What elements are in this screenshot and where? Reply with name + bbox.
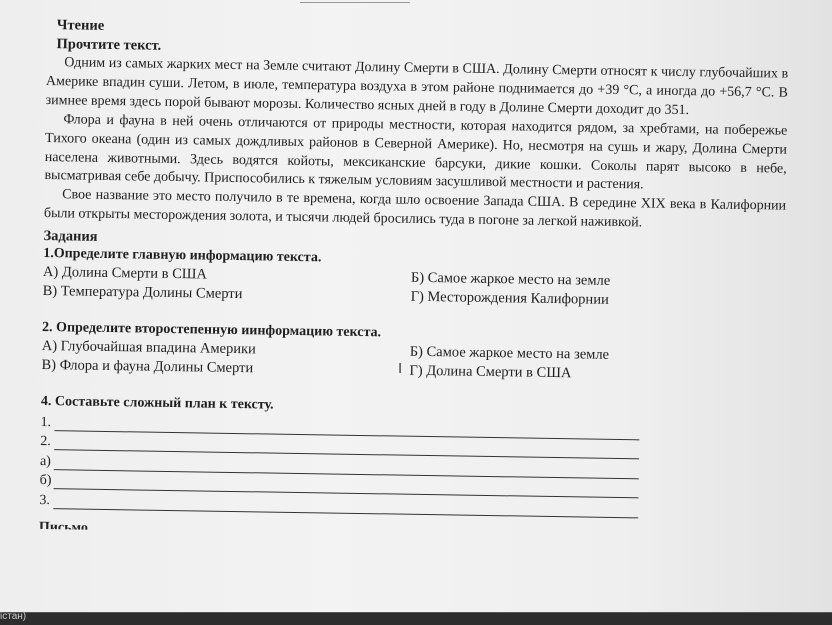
plan-line-label: б)	[39, 473, 52, 489]
q2-option-b: Б) Самое жаркое место на земле	[409, 343, 610, 364]
plan-line-label: 2.	[40, 434, 51, 450]
text-cursor-icon: I	[398, 360, 403, 377]
taskbar[interactable]	[0, 612, 832, 625]
q1-option-d: Г) Месторождения Калифорнии	[410, 288, 609, 309]
question-1: 1.Определите главную информацию текста.	[43, 246, 322, 266]
tasks-heading: Задания	[43, 228, 98, 245]
top-divider	[300, 2, 410, 3]
answer-underline	[53, 494, 638, 518]
plan-line-label: а)	[39, 453, 52, 469]
question-4: 4. Составьте сложный план к тексту.	[40, 394, 274, 413]
plan-line-label: 1.	[40, 414, 52, 430]
next-section-title: Письмо	[38, 519, 89, 536]
paragraph-3: Свое название это место получило в те времена, когда шло освоение Запада США. В середине XIX века в Калифорнии были открыты месторождения золота, и тысячи людей бросились туда в погоне за легкой наживкой.	[43, 187, 787, 231]
q1-option-b: Б) Самое жаркое место на земле	[410, 269, 611, 290]
document	[39, 16, 789, 540]
paragraph-1: Одним из самых жарких мест на Земле считают Долину Смерти в США. Долину Смерти относят к числу глубочайших в Америке впадин суши. Летом, в июле, температура воздуха в этом районе поднимается до +39 °С, а иногда до +56,7 °С. В зимнее время здесь порой бывают морозы. Количество ясных дней в году в Долине Смерти доходит до 351.	[45, 55, 789, 118]
instruction: Прочтите текст.	[56, 36, 162, 54]
taskbar-label[interactable]: істан)	[0, 611, 27, 622]
q2-option-d: Г) Долина Смерти в США	[409, 362, 572, 382]
section-title: Чтение	[56, 17, 105, 34]
q1-option-c: В) Температура Долины Смерти	[42, 283, 243, 303]
q1-option-a: А) Долина Смерти в США	[42, 264, 208, 283]
question-2: 2. Определите второстепенную иинформацию текста.	[41, 320, 382, 341]
plan-line-label: 3.	[39, 492, 51, 508]
q2-option-c: В) Флора и фауна Долины Смерти	[41, 357, 254, 377]
paragraph-2: Флора и фауна в ней очень отличаются от природы местности, которая находится рядом, за хребтами, на побережье Тихого океана (один из самых дождливых районов в Северной Америке). Но, несмотря на сушь и жару, Долина Смерти населена животными. Здесь водятся койоты, мексиканские барсуки, дикие кошки. Соколы парят высоко в небе, высматривая себе добычу. Приспособились к тяжелым условиям засушливой местности и растения.	[44, 111, 788, 193]
q2-option-a: А) Глубочайшая впадина Америки	[41, 338, 256, 358]
